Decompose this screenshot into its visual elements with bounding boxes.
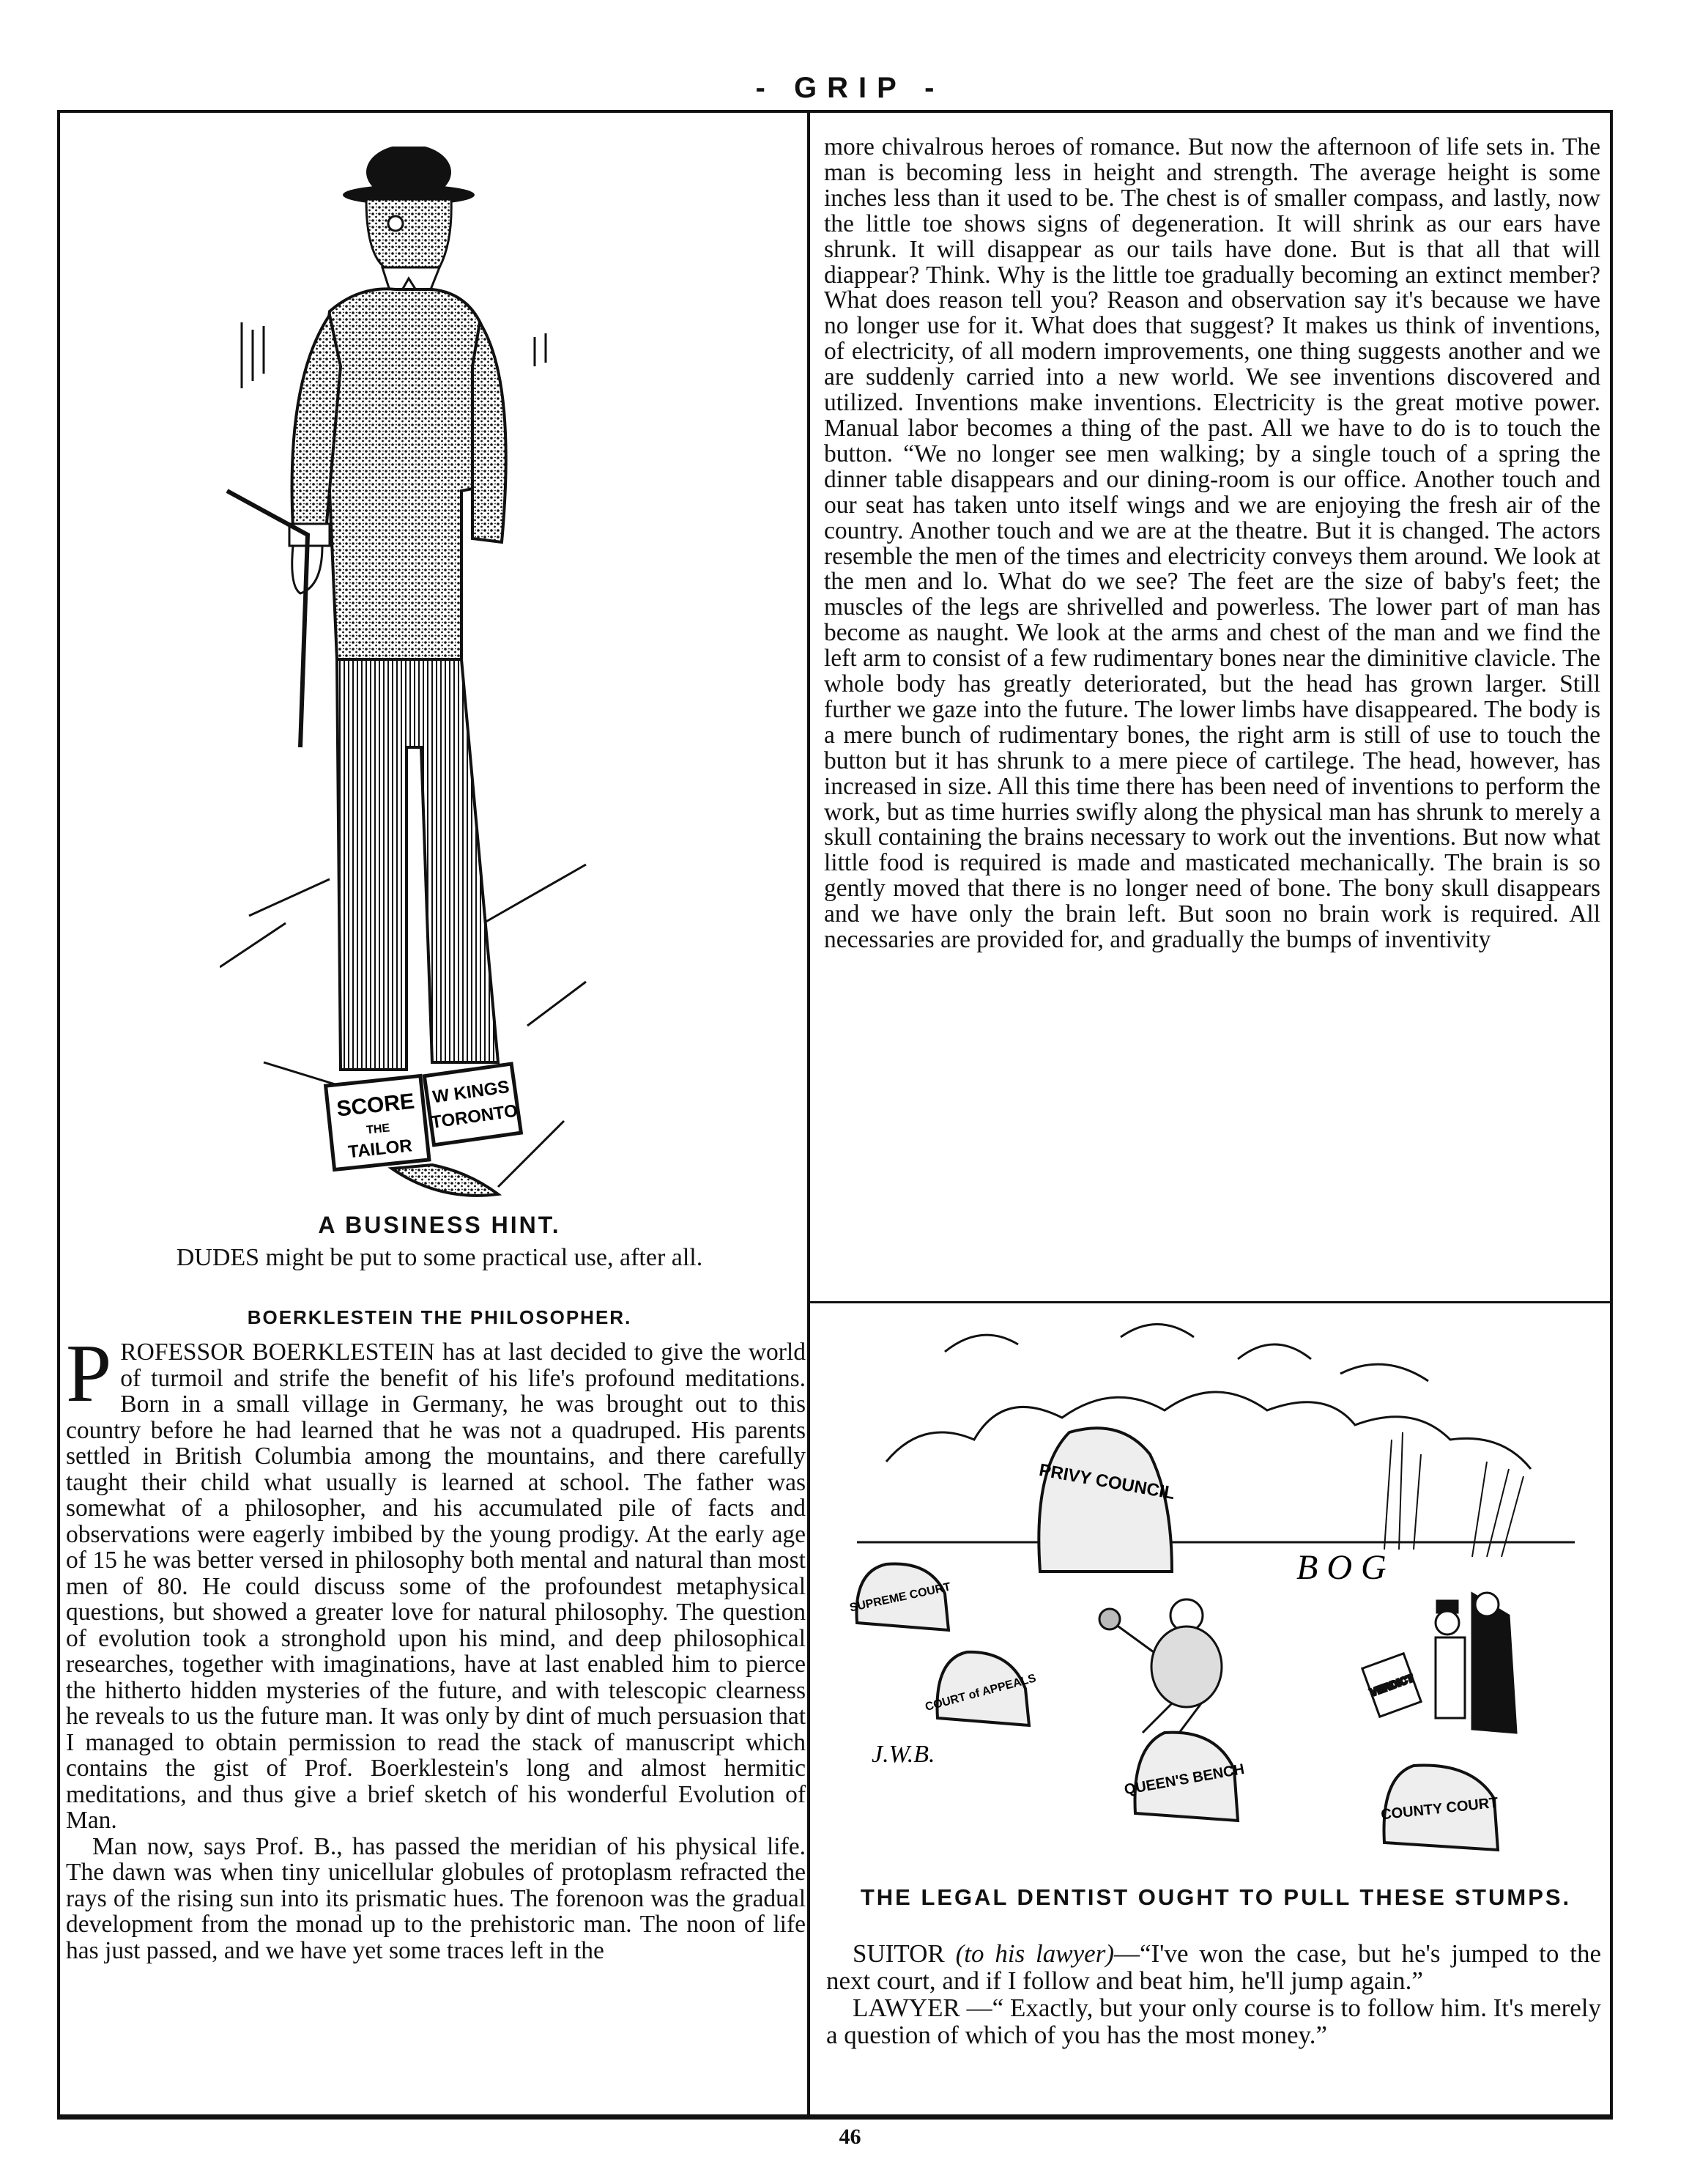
sign-left-line-2: THE [365, 1122, 391, 1137]
dude-cartoon-illustration [220, 147, 601, 1202]
trouser-sign-right [424, 1064, 521, 1145]
dialogue-1-speaker: SUITOR [853, 1939, 945, 1968]
legal-cartoon-caption: THE LEGAL DENTIST OUGHT TO PULL THESE STUMPS. [860, 1884, 1572, 1910]
article-paragraph-1: ROFESSOR BOERKLESTEIN has at last decided to give the world of turmoil and strife the benefit of his life's profound meditations. Born in a small village in Germany, he was brought out to this country before he had learned that he was not a quadruped. His parents settled in British Columbia among the mountains, and there carefully taught their child what usually is learned at school. The father was somewhat of a philosopher, and his accumulated pile of facts and observations were eagerly imbibed by the young prodigy. At the early age of 15 he was better versed in philosophy both mental and natural than most men of 80. He could discuss some of the profoundest metaphysical questions, but showed a greater love for natural philosophy. The question of evolution took a stronghold upon his mind, and deep philosophical researches, together with imaginations, have at last enabled him to pierce the hitherto hidden mysteries of the future, and with telescopic clearness he reveals to us the future man. It was only by dint of much persuasion that I managed to obtain permission to read the stack of manuscript which contains the gist of Prof. Boerklestein's long and almost hermitic meditations, and thus give a brief sketch of his wonderful Evolution of Man. [66, 1339, 806, 1834]
clouds-icon [857, 1325, 1575, 1543]
artist-signature: J.W.B. [872, 1741, 935, 1768]
article-body-right: more chivalrous heroes of romance. But now the afternoon of life sets in. The man is becoming less in height and strength. The average height is some inches less than it used to be. The chest is of smaller compass, and lastly, now the little toe shows signs of degeneration. It will shrink as our ears have shrunk. It will disappear as our tails have done. But is that all that will diappear? Think. Why is the little toe gradually becoming an extinct member? What does reason tell you? Reason and observation say it's because we have no longer use for it. What does that suggest? It makes us think of inventions, of electricity, of all modern improvements, one thing suggests another and we are suddenly carried into a new world. We see inventions discovered and utilized. Inventions make inventions. Electricity is the great motive power. Manual labor becomes a thing of the past. All we have to do is to touch the button. “We no longer see men walking; by a single touch of a spring the dinner table disappears and our dining-room is our office. Another touch and our seat has taken unto itself wings and we are enjoying the fresh air of the country. Another touch and we are at the theatre. But it is changed. The actors resemble the men of the times and electricity conveys them around. We look at the men and lo. What do we see? The feet are the size of baby's feet; the muscles of the legs are shrivelled and powerless. The lower part of man has become as naught. We look at the arms and chest of the man and we find the left arm to consist of a few rudimentary bones near the diminitive clavicle. The whole body has greatly deteriorated, but the head has grown larger. Still further we gaze into the future. The lower limbs have disappeared. The body is a mere bunch of rudimentary bones, the right arm is still of use to touch the button but it has shrunk to a mere piece of cartilege. The head, however, has increased in size. All this time there has been need of inventions to perform the work, but as time hurries swifly along the physical man has shrunk to merely a skull containing the brains necessary to work out the inventions. But now what little food is required is made and masticated mechanically. The brain is so gently moved that there is no longer need of bone. The bony skull disappears and we have only the brain left. But soon no brain work is required. All necessaries are provided for, and gradually the bumps of inventivity [824, 133, 1600, 954]
drop-cap: P [66, 1328, 112, 1419]
reeds-icon [1384, 1432, 1523, 1557]
column-rule [807, 110, 810, 2116]
dude-caption-title: A BUSINESS HINT. [318, 1212, 561, 1238]
dialogue-2-text: —“ Exactly, but your only course is to follow him. It's merely a question of which of you has the most money.” [826, 1994, 1602, 2049]
legal-cartoon-illustration [828, 1308, 1604, 1872]
dialogue-1-direction: (to his lawyer) [955, 1939, 1114, 1968]
legal-dialogue [826, 1940, 1601, 2048]
sign-left-line-3: TAILOR [347, 1136, 413, 1163]
article-paragraph-2: Man now, says Prof. B., has passed the meridian of his physical life. The dawn was when tiny unicellular globules of protoplasm refracted the rays of the rising sun into its prismatic hues. The forenoon was the gradual development from the monad up to the prehistoric man. The noon of life has just passed, and we have yet some traces left in the [66, 1832, 806, 1964]
page-number: 46 [839, 2125, 861, 2149]
stump-label-privy-council: PRIVY COUNCIL [1037, 1460, 1177, 1504]
dialogue-1-text: —“I've won the case, but he's jumped to the next court, and if I follow and beat him, he'll jump again.” [826, 1939, 1602, 1995]
section-rule [810, 1301, 1610, 1303]
sign-left-line-1: SCORE [335, 1089, 416, 1122]
masthead: - GRIP - [755, 72, 945, 104]
jumping-figure-icon [1099, 1599, 1222, 1733]
dialogue-2-speaker: LAWYER [853, 1994, 960, 2022]
suitor-lawyer-icon [1362, 1593, 1516, 1733]
sign-right-line-2: TORONTO [429, 1100, 519, 1133]
trouser-sign-left [326, 1076, 429, 1170]
stump-label-court-of-appeals: COURT of APPEALS [924, 1672, 1038, 1714]
stump-label-queens-bench: QUEEN'S BENCH [1123, 1761, 1246, 1799]
verdict-label: VERDICT [1368, 1671, 1415, 1699]
bog-label: B O G [1296, 1548, 1387, 1587]
dude-caption-text: DUDES might be put to some practical use, after all. [176, 1244, 703, 1271]
stump-label-county-court: COUNTY COURT [1380, 1794, 1499, 1824]
article-body-left [66, 1328, 806, 1964]
stump-label-supreme-court: SUPREME COURT [848, 1580, 952, 1615]
article-heading: BOERKLESTEIN THE PHILOSOPHER. [247, 1306, 632, 1328]
sign-right-line-1: W KINGS [431, 1076, 511, 1108]
